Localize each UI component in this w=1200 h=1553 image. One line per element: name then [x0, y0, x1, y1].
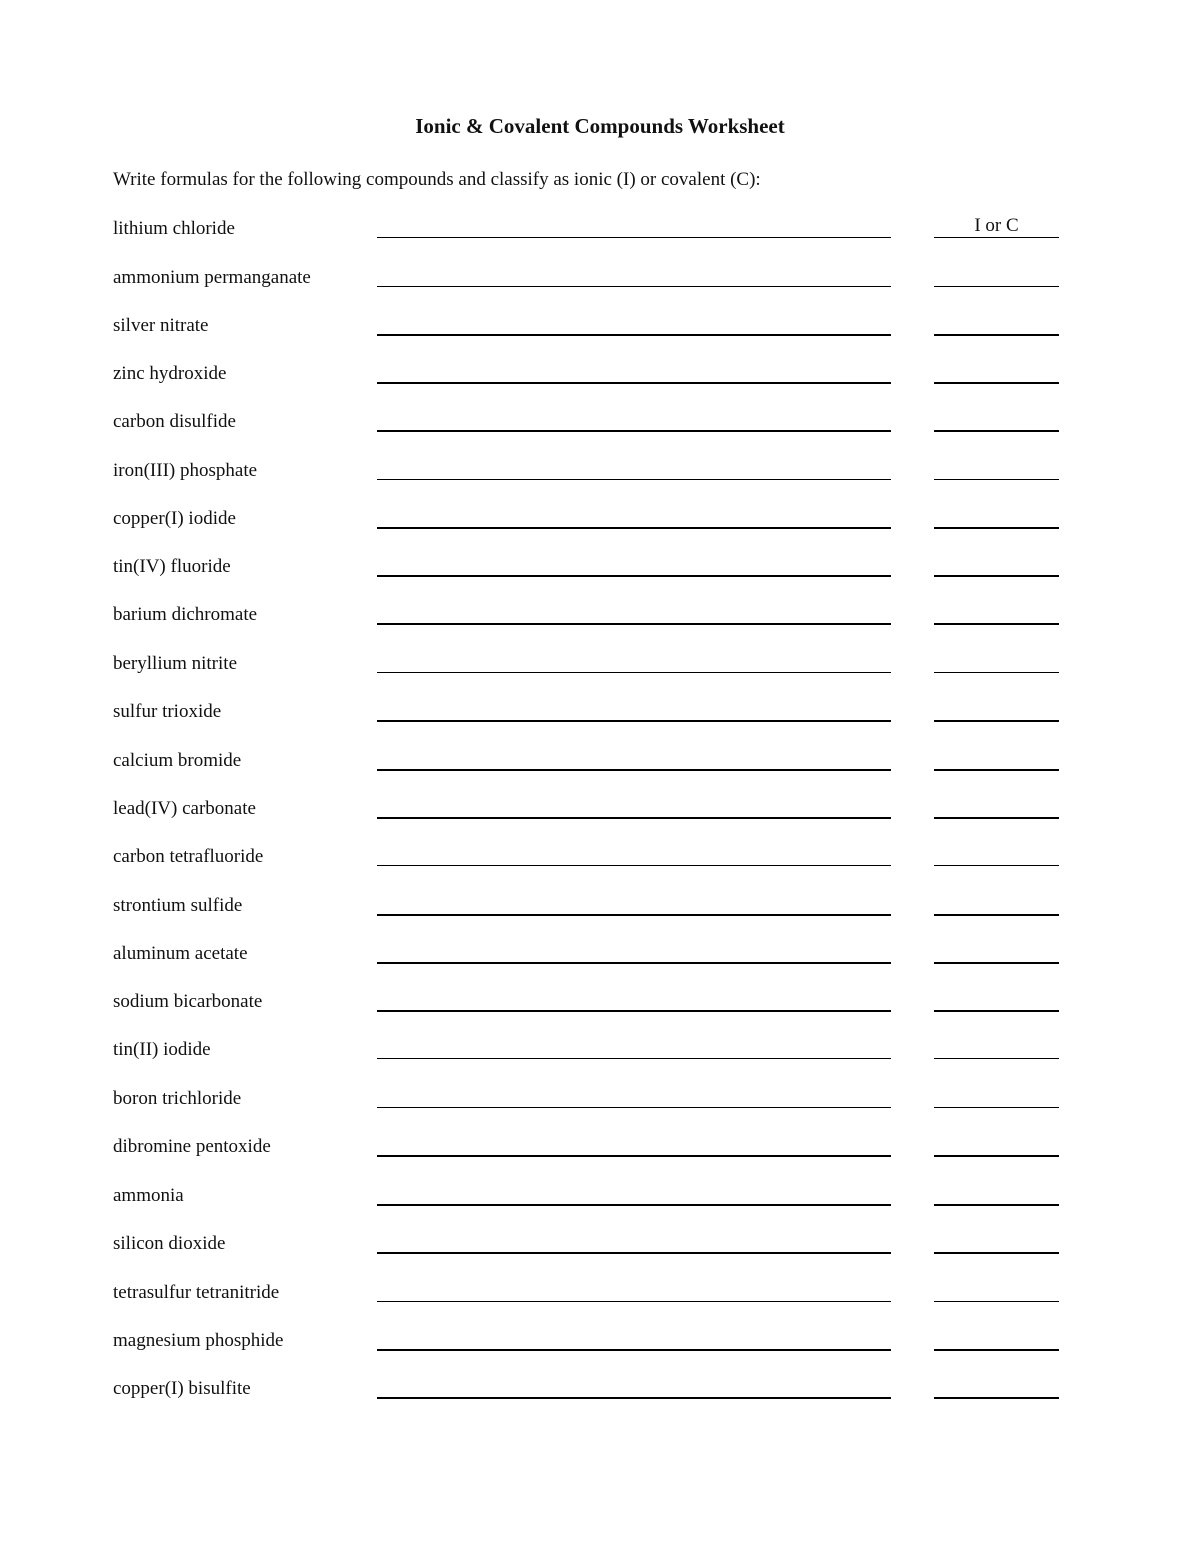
formula-answer-line[interactable] — [377, 672, 891, 673]
compound-row — [0, 1281, 1200, 1311]
compound-name: lithium chloride — [113, 218, 235, 239]
compound-name: calcium bromide — [113, 750, 242, 771]
compound-name: copper(I) bisulfite — [113, 1378, 251, 1399]
compound-name: dibromine pentoxide — [113, 1136, 271, 1157]
compound-row — [0, 603, 1200, 633]
classification-header: I or C — [974, 215, 1019, 236]
formula-answer-line[interactable] — [377, 962, 891, 964]
classification-answer-line[interactable] — [934, 1204, 1059, 1206]
formula-answer-line[interactable] — [377, 865, 891, 866]
formula-answer-line[interactable] — [377, 1349, 891, 1351]
compound-name: beryllium nitrite — [113, 653, 238, 674]
compound-row — [0, 894, 1200, 924]
compound-name: sodium bicarbonate — [113, 991, 263, 1012]
compound-row — [0, 217, 1200, 247]
compound-row — [0, 507, 1200, 537]
compound-name: magnesium phosphide — [113, 1330, 284, 1351]
formula-answer-line[interactable] — [377, 286, 891, 287]
classification-answer-line[interactable] — [934, 720, 1059, 722]
classification-answer-line[interactable] — [934, 1010, 1059, 1012]
classification-answer-line[interactable] — [934, 1107, 1059, 1108]
formula-answer-line[interactable] — [377, 1155, 891, 1157]
compound-row — [0, 1087, 1200, 1117]
compound-name: tin(IV) fluoride — [113, 556, 231, 577]
formula-answer-line[interactable] — [377, 1204, 891, 1206]
compound-name: carbon tetrafluoride — [113, 846, 264, 867]
formula-answer-line[interactable] — [377, 1010, 891, 1012]
classification-answer-line[interactable] — [934, 575, 1059, 577]
compound-name: strontium sulfide — [113, 895, 243, 916]
compound-row — [0, 652, 1200, 682]
formula-answer-line[interactable] — [377, 334, 891, 336]
compound-name: tin(II) iodide — [113, 1039, 211, 1060]
formula-answer-line[interactable] — [377, 817, 891, 819]
compound-row — [0, 1135, 1200, 1165]
classification-answer-line[interactable] — [934, 286, 1059, 287]
compound-name: boron trichloride — [113, 1088, 242, 1109]
formula-answer-line[interactable] — [377, 1252, 891, 1254]
compound-row — [0, 1329, 1200, 1359]
compound-row — [0, 459, 1200, 489]
classification-answer-line[interactable] — [934, 1301, 1059, 1302]
compound-row — [0, 314, 1200, 344]
classification-answer-line[interactable] — [934, 1252, 1059, 1254]
compound-name: copper(I) iodide — [113, 508, 236, 529]
compound-row — [0, 362, 1200, 392]
compound-name: barium dichromate — [113, 604, 258, 625]
compound-row — [0, 845, 1200, 875]
classification-answer-line[interactable] — [934, 334, 1059, 336]
compound-row — [0, 797, 1200, 827]
compound-name: carbon disulfide — [113, 411, 236, 432]
formula-answer-line[interactable] — [377, 1397, 891, 1399]
worksheet-instructions: Write formulas for the following compounds and classify as ionic (I) or covalent (C): — [113, 169, 761, 190]
compound-name: silver nitrate — [113, 315, 209, 336]
classification-answer-line[interactable] — [934, 1397, 1059, 1399]
classification-answer-line[interactable] — [934, 479, 1059, 480]
formula-answer-line[interactable] — [377, 1107, 891, 1108]
compound-name: tetrasulfur tetranitride — [113, 1282, 280, 1303]
compound-name: ammonia — [113, 1185, 184, 1206]
compound-name: iron(III) phosphate — [113, 460, 258, 481]
compound-name: sulfur trioxide — [113, 701, 222, 722]
compound-row — [0, 749, 1200, 779]
compound-row — [0, 942, 1200, 972]
compound-row — [0, 410, 1200, 440]
classification-answer-line[interactable] — [934, 769, 1059, 771]
formula-answer-line[interactable] — [377, 237, 891, 238]
formula-answer-line[interactable] — [377, 527, 891, 529]
compound-row — [0, 700, 1200, 730]
classification-answer-line[interactable] — [934, 1155, 1059, 1157]
formula-answer-line[interactable] — [377, 769, 891, 771]
formula-answer-line[interactable] — [377, 720, 891, 722]
compound-name: aluminum acetate — [113, 943, 248, 964]
classification-answer-line[interactable] — [934, 962, 1059, 964]
worksheet-title: Ionic & Covalent Compounds Worksheet — [415, 114, 785, 138]
formula-answer-line[interactable] — [377, 382, 891, 384]
compound-name: zinc hydroxide — [113, 363, 227, 384]
compound-row — [0, 1232, 1200, 1262]
compound-name: silicon dioxide — [113, 1233, 226, 1254]
classification-answer-line[interactable] — [934, 623, 1059, 625]
formula-answer-line[interactable] — [377, 575, 891, 577]
classification-answer-line[interactable] — [934, 865, 1059, 866]
classification-answer-line[interactable] — [934, 237, 1059, 238]
formula-answer-line[interactable] — [377, 1301, 891, 1302]
formula-answer-line[interactable] — [377, 623, 891, 625]
classification-answer-line[interactable] — [934, 527, 1059, 529]
classification-answer-line[interactable] — [934, 817, 1059, 819]
compound-row — [0, 1038, 1200, 1068]
classification-answer-line[interactable] — [934, 1349, 1059, 1351]
classification-answer-line[interactable] — [934, 382, 1059, 384]
compound-row — [0, 990, 1200, 1020]
classification-answer-line[interactable] — [934, 1058, 1059, 1059]
compound-row — [0, 555, 1200, 585]
compound-name: ammonium permanganate — [113, 267, 311, 288]
classification-answer-line[interactable] — [934, 914, 1059, 916]
classification-answer-line[interactable] — [934, 430, 1059, 432]
compound-row — [0, 1377, 1200, 1407]
compound-name: lead(IV) carbonate — [113, 798, 256, 819]
formula-answer-line[interactable] — [377, 479, 891, 480]
compound-row — [0, 1184, 1200, 1214]
classification-answer-line[interactable] — [934, 672, 1059, 673]
formula-answer-line[interactable] — [377, 1058, 891, 1059]
formula-answer-line[interactable] — [377, 914, 891, 916]
compound-row — [0, 266, 1200, 296]
formula-answer-line[interactable] — [377, 430, 891, 432]
